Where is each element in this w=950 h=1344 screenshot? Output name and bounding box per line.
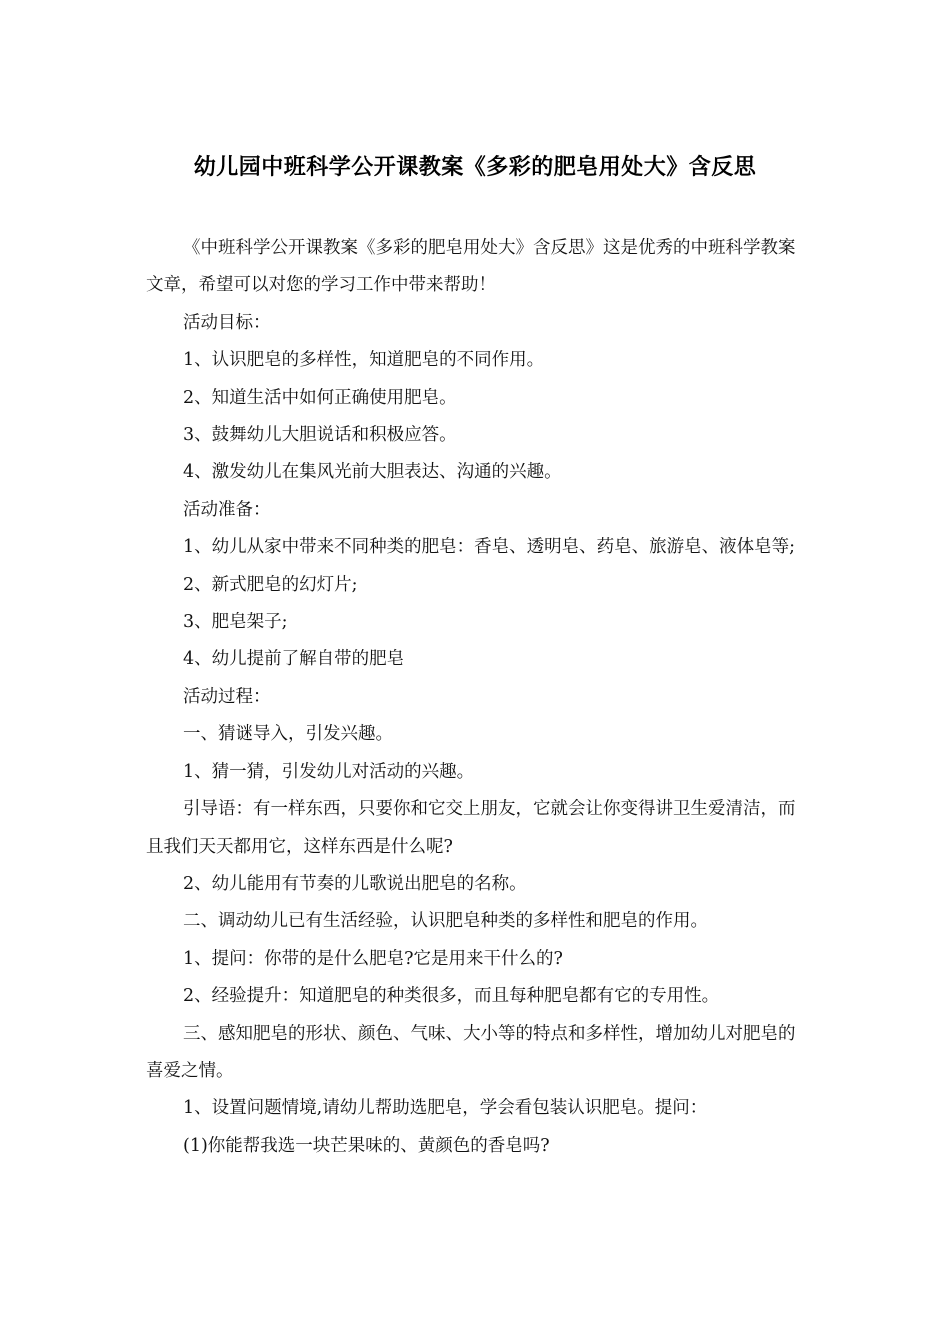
paragraph-prep-1: 1、幼儿从家中带来不同种类的肥皂：香皂、透明皂、药皂、旅游皂、液体皂等; <box>183 537 796 558</box>
document-body <box>146 230 808 1165</box>
paragraph-heading-process: 活动过程： <box>183 686 271 707</box>
paragraph-goal-3: 3、鼓舞幼儿大胆说话和积极应答。 <box>183 425 457 446</box>
paragraph-prep-2: 2、新式肥皂的幻灯片; <box>183 574 358 595</box>
paragraph-step-1-1: 1、猜一猜，引发幼儿对活动的兴趣。 <box>183 761 475 782</box>
document-title: 幼儿园中班科学公开课教案《多彩的肥皂用处大》含反思 <box>193 155 757 180</box>
paragraph-prep-3: 3、肥皂架子; <box>183 612 288 633</box>
paragraph-heading-preparation: 活动准备： <box>183 499 271 520</box>
paragraph-step-2-1: 1、提问：你带的是什么肥皂?它是用来干什么的? <box>183 948 563 969</box>
paragraph-prep-4: 4、幼儿提前了解自带的肥皂 <box>183 649 405 670</box>
paragraph-intro: 《中班科学公开课教案《多彩的肥皂用处大》含反思》这是优秀的中班科学教案文章，希望可以对您的学习工作中带来帮助！ <box>146 238 796 296</box>
paragraph-goal-4: 4、激发幼儿在集风光前大胆表达、沟通的兴趣。 <box>183 462 562 483</box>
paragraph-heading-goals: 活动目标： <box>183 312 271 333</box>
paragraph-section-1: 一、猜谜导入，引发兴趣。 <box>183 724 393 745</box>
paragraph-question-1: (1)你能帮我选一块芒果味的、黄颜色的香皂吗? <box>183 1135 550 1156</box>
paragraph-step-1-2: 2、幼儿能用有节奏的儿歌说出肥皂的名称。 <box>183 873 527 894</box>
paragraph-guide: 引导语：有一样东西，只要你和它交上朋友，它就会让你变得讲卫生爱清洁，而且我们天天都用它，这样东西是什么呢? <box>146 799 796 857</box>
paragraph-step-2-2: 2、经验提升：知道肥皂的种类很多，而且每种肥皂都有它的专用性。 <box>183 986 720 1007</box>
paragraph-goal-1: 1、认识肥皂的多样性，知道肥皂的不同作用。 <box>183 350 545 371</box>
paragraph-section-3: 三、感知肥皂的形状、颜色、气味、大小等的特点和多样性，增加幼儿对肥皂的喜爱之情。 <box>146 1023 796 1081</box>
paragraph-goal-2: 2、知道生活中如何正确使用肥皂。 <box>183 387 457 408</box>
paragraph-section-2: 二、调动幼儿已有生活经验，认识肥皂种类的多样性和肥皂的作用。 <box>183 911 708 932</box>
paragraph-step-3-1: 1、设置问题情境,请幼儿帮助选肥皂，学会看包装认识肥皂。提问： <box>183 1098 708 1119</box>
